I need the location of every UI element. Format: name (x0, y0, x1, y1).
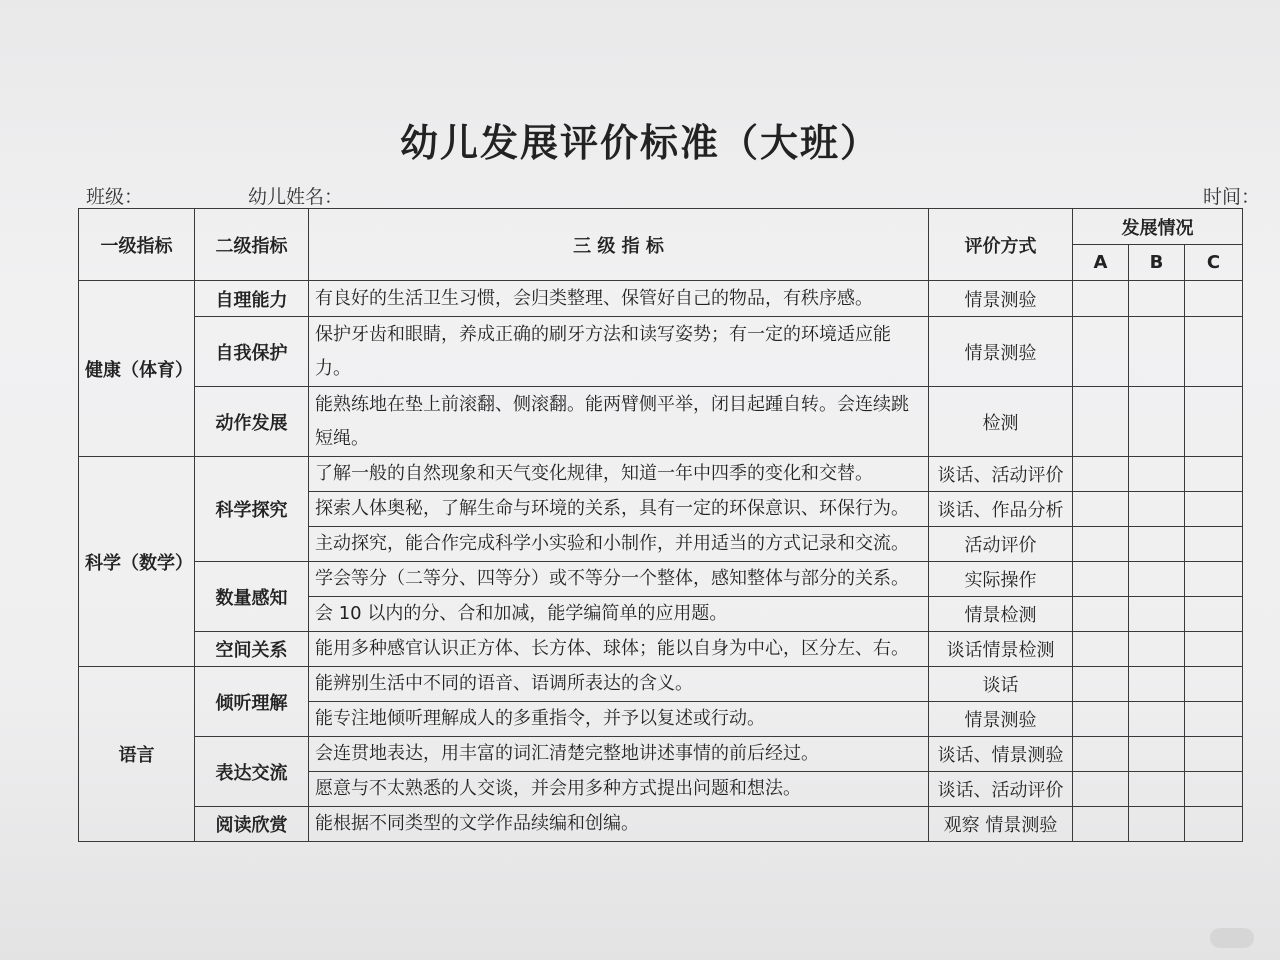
header-level3: 三 级 指 标 (309, 209, 929, 281)
grade-cell-a[interactable] (1073, 772, 1129, 807)
grade-cell-b[interactable] (1129, 281, 1185, 317)
domain-health: 健康（体育） (79, 281, 195, 457)
method-text: 情景检测 (929, 597, 1073, 632)
domain-language: 语言 (79, 667, 195, 842)
grade-cell-c[interactable] (1185, 632, 1243, 667)
sub-quantity-perception: 数量感知 (195, 562, 309, 632)
indicator-text: 有良好的生活卫生习惯，会归类整理、保管好自己的物品，有秩序感。 (309, 281, 929, 317)
indicator-text: 会 10 以内的分、合和加减，能学编简单的应用题。 (309, 597, 929, 632)
grade-cell-a[interactable] (1073, 527, 1129, 562)
grade-cell-b[interactable] (1129, 702, 1185, 737)
grade-cell-b[interactable] (1129, 527, 1185, 562)
header-level2: 二级指标 (195, 209, 309, 281)
grade-cell-c[interactable] (1185, 807, 1243, 842)
sub-scientific-inquiry: 科学探究 (195, 457, 309, 562)
grade-cell-a[interactable] (1073, 457, 1129, 492)
grade-cell-c[interactable] (1185, 702, 1243, 737)
method-text: 谈话、作品分析 (929, 492, 1073, 527)
method-text: 观察 情景测验 (929, 807, 1073, 842)
grade-cell-c[interactable] (1185, 562, 1243, 597)
sub-self-protection: 自我保护 (195, 317, 309, 387)
grade-cell-a[interactable] (1073, 387, 1129, 457)
indicator-text: 探索人体奥秘，了解生命与环境的关系，具有一定的环保意识、环保行为。 (309, 492, 929, 527)
method-text: 谈话、情景测验 (929, 737, 1073, 772)
sub-expression-communication: 表达交流 (195, 737, 309, 807)
grade-cell-a[interactable] (1073, 737, 1129, 772)
method-text: 活动评价 (929, 527, 1073, 562)
grade-cell-c[interactable] (1185, 281, 1243, 317)
grade-cell-b[interactable] (1129, 597, 1185, 632)
grade-cell-a[interactable] (1073, 317, 1129, 387)
grade-cell-b[interactable] (1129, 667, 1185, 702)
grade-cell-a[interactable] (1073, 667, 1129, 702)
grade-cell-b[interactable] (1129, 492, 1185, 527)
indicator-text: 会连贯地表达，用丰富的词汇清楚完整地讲述事情的前后经过。 (309, 737, 929, 772)
grade-cell-a[interactable] (1073, 492, 1129, 527)
sub-reading-appreciation: 阅读欣赏 (195, 807, 309, 842)
indicator-text: 了解一般的自然现象和天气变化规律，知道一年中四季的变化和交替。 (309, 457, 929, 492)
method-text: 检测 (929, 387, 1073, 457)
indicator-text: 能用多种感官认识正方体、长方体、球体；能以自身为中心，区分左、右。 (309, 632, 929, 667)
grade-cell-b[interactable] (1129, 387, 1185, 457)
sub-spatial-relations: 空间关系 (195, 632, 309, 667)
method-text: 情景测验 (929, 281, 1073, 317)
class-label: 班级： (86, 186, 144, 208)
grade-cell-b[interactable] (1129, 772, 1185, 807)
grade-cell-b[interactable] (1129, 737, 1185, 772)
grade-cell-c[interactable] (1185, 492, 1243, 527)
method-text: 谈话 (929, 667, 1073, 702)
header-grade-a: A (1073, 245, 1129, 281)
grade-cell-a[interactable] (1073, 702, 1129, 737)
header-development: 发展情况 (1073, 209, 1243, 245)
method-text: 情景测验 (929, 702, 1073, 737)
indicator-text: 主动探究，能合作完成科学小实验和小制作，并用适当的方式记录和交流。 (309, 527, 929, 562)
method-text: 谈话、活动评价 (929, 457, 1073, 492)
indicator-text: 学会等分（二等分、四等分）或不等分一个整体，感知整体与部分的关系。 (309, 562, 929, 597)
grade-cell-a[interactable] (1073, 597, 1129, 632)
header-level1: 一级指标 (79, 209, 195, 281)
grade-cell-c[interactable] (1185, 667, 1243, 702)
method-text: 情景测验 (929, 317, 1073, 387)
grade-cell-c[interactable] (1185, 457, 1243, 492)
method-text: 谈话、活动评价 (929, 772, 1073, 807)
grade-cell-c[interactable] (1185, 527, 1243, 562)
grade-cell-c[interactable] (1185, 772, 1243, 807)
indicator-text: 能熟练地在垫上前滚翻、侧滚翻。能两臂侧平举，闭目起踵自转。会连续跳短绳。 (309, 387, 929, 457)
time-label: 时间： (1203, 186, 1261, 208)
grade-cell-b[interactable] (1129, 632, 1185, 667)
header-grade-b: B (1129, 245, 1185, 281)
evaluation-table (78, 208, 1243, 842)
grade-cell-c[interactable] (1185, 597, 1243, 632)
sub-motor-development: 动作发展 (195, 387, 309, 457)
sub-listening-comprehension: 倾听理解 (195, 667, 309, 737)
domain-science: 科学（数学） (79, 457, 195, 667)
grade-cell-b[interactable] (1129, 317, 1185, 387)
indicator-text: 能根据不同类型的文学作品续编和创编。 (309, 807, 929, 842)
indicator-text: 保护牙齿和眼睛，养成正确的刷牙方法和读写姿势；有一定的环境适应能力。 (309, 317, 929, 387)
grade-cell-a[interactable] (1073, 281, 1129, 317)
header-grade-c: C (1185, 245, 1243, 281)
page-title: 幼儿发展评价标准（大班） (399, 121, 880, 165)
grade-cell-c[interactable] (1185, 387, 1243, 457)
grade-cell-b[interactable] (1129, 562, 1185, 597)
corner-watermark (1210, 928, 1254, 948)
sub-self-care: 自理能力 (195, 281, 309, 317)
method-text: 实际操作 (929, 562, 1073, 597)
method-text: 谈话情景检测 (929, 632, 1073, 667)
indicator-text: 能专注地倾听理解成人的多重指令，并予以复述或行动。 (309, 702, 929, 737)
grade-cell-c[interactable] (1185, 737, 1243, 772)
indicator-text: 愿意与不太熟悉的人交谈，并会用多种方式提出问题和想法。 (309, 772, 929, 807)
grade-cell-c[interactable] (1185, 317, 1243, 387)
indicator-text: 能辨别生活中不同的语音、语调所表达的含义。 (309, 667, 929, 702)
child-name-label: 幼儿姓名： (248, 186, 344, 208)
grade-cell-a[interactable] (1073, 562, 1129, 597)
grade-cell-b[interactable] (1129, 807, 1185, 842)
header-method: 评价方式 (929, 209, 1073, 281)
grade-cell-b[interactable] (1129, 457, 1185, 492)
grade-cell-a[interactable] (1073, 807, 1129, 842)
grade-cell-a[interactable] (1073, 632, 1129, 667)
